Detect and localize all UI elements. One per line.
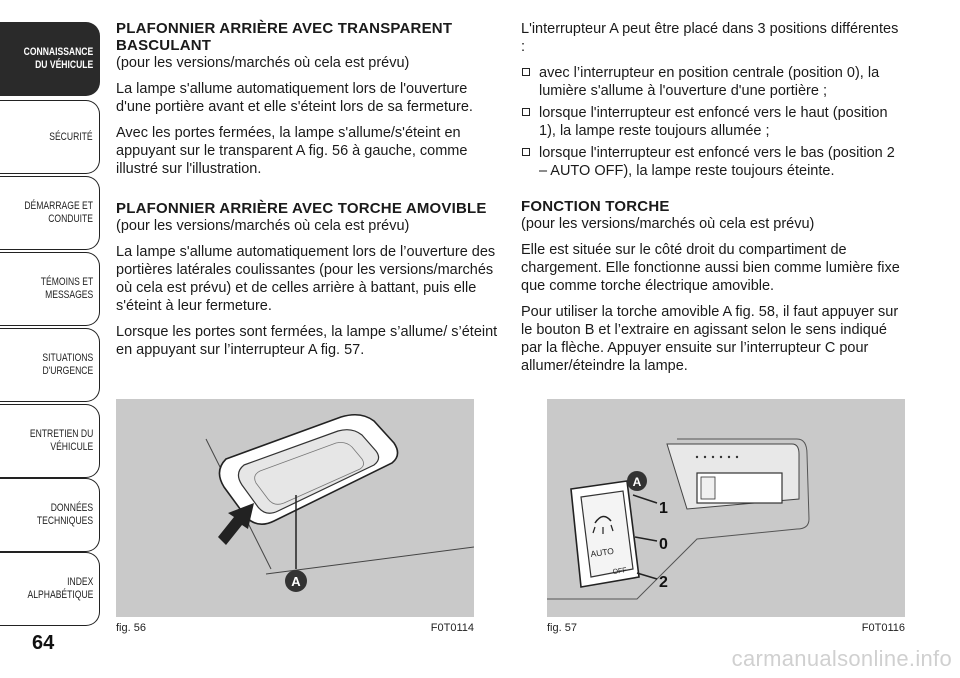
tab-situations-d-urgence[interactable] <box>0 328 100 402</box>
tab-temoins-et-messages[interactable] <box>0 252 100 326</box>
section-heading-transparent-basculant: PLAFONNIER ARRIÈRE AVEC TRANSPARENT BASCULANT <box>116 20 453 54</box>
figure-label: fig. 56 <box>116 622 146 634</box>
tab-label: DÉMARRAGE ET CONDUITE <box>24 200 93 225</box>
paragraph: Lorsque les portes sont fermées, la lampe s’allume/ s’éteint en appuyant sur l’interrupteur A fig. 57. <box>116 324 498 358</box>
switch-illustration <box>547 399 905 617</box>
switch-off-label: OFF <box>612 567 628 576</box>
page-number: 64 <box>32 632 55 654</box>
list-item: avec l’interrupteur en position centrale (position 0), la lumière s'allume à l'ouverture d'une portière ; <box>521 64 906 100</box>
figure-code: F0T0114 <box>430 622 474 634</box>
callout-a: A <box>632 475 642 489</box>
paragraph: La lampe s'allume automatiquement lors de l'ouverture d'une portière avant et elle s'éteint lors de sa fermeture. <box>116 81 473 115</box>
tab-donnees-techniques[interactable] <box>0 478 100 552</box>
figure-56 <box>116 399 474 634</box>
paragraph: Elle est située sur le côté droit du compartiment de chargement. Elle fonctionne aussi bien comme lumière fixe que comme torche électrique amovible. <box>521 242 900 294</box>
tab-label: DONNÉES TECHNIQUES <box>36 502 93 527</box>
tab-label: INDEX ALPHABÉTIQUE <box>27 576 93 601</box>
tab-label: SITUATIONS D'URGENCE <box>42 352 93 377</box>
list-item: lorsque l'interrupteur est enfoncé vers le haut (position 1), la lampe reste toujours allumée ; <box>521 104 906 140</box>
paragraph: L'interrupteur A peut être placé dans 3 positions différentes : <box>521 21 899 55</box>
right-column <box>521 20 906 383</box>
paragraph: La lampe s'allume automatiquement lors de l’ouverture des portières latérales coulissantes (pour les versions/marchés où cela est prévu) et de celles arrière à battant, puis elle s'éteint à leur fermeture. <box>116 244 496 314</box>
section-note: (pour les versions/marchés où cela est prévu) <box>521 216 815 232</box>
figure-label: fig. 57 <box>547 622 577 634</box>
position-2-label: 2 <box>659 574 668 591</box>
tab-demarrage-et-conduite[interactable] <box>0 176 100 250</box>
site-watermark: carmanualsonline.info <box>731 646 952 671</box>
tab-index-alphabetique[interactable] <box>0 552 100 626</box>
tab-label: ENTRETIEN DU VÉHICULE <box>29 428 93 453</box>
left-column <box>116 20 498 367</box>
figure-code: F0T0116 <box>861 622 905 634</box>
section-note: (pour les versions/marchés où cela est prévu) <box>116 55 410 71</box>
position-0-label: 0 <box>659 536 668 553</box>
tab-securite[interactable] <box>0 100 100 174</box>
section-note: (pour les versions/marchés où cela est prévu) <box>116 218 410 234</box>
section-heading-torche-amovible: PLAFONNIER ARRIÈRE AVEC TORCHE AMOVIBLE <box>116 200 487 217</box>
paragraph: Pour utiliser la torche amovible A fig. 58, il faut appuyer sur le bouton B et l’extraire en agissant selon le sens indiqué par la flèche. Appuyer ensuite sur l’interrupteur C pour allumer/éteindre la lampe. <box>521 304 899 374</box>
tab-label: SÉCURITÉ <box>49 130 93 143</box>
tab-label: CONNAISSANCE DU VÉHICULE <box>23 46 93 71</box>
position-1-label: 1 <box>659 500 668 517</box>
press-arrow-icon <box>218 503 254 545</box>
tab-connaissance-du-vehicule[interactable] <box>0 22 100 96</box>
list-item: lorsque l'interrupteur est enfoncé vers le bas (position 2 – AUTO OFF), la lampe reste toujours éteinte. <box>521 144 906 180</box>
callout-a: A <box>291 574 301 589</box>
section-heading-fonction-torche: FONCTION TORCHE <box>521 198 670 215</box>
ceiling-lamp-illustration <box>116 399 474 617</box>
rocker-switch[interactable] <box>581 491 633 577</box>
paragraph: Avec les portes fermées, la lampe s'allume/s'éteint en appuyant sur le transparent A fig. 56 à gauche, comme illustré sur l'illustration. <box>116 125 468 177</box>
tab-label: TÉMOINS ET MESSAGES <box>40 276 93 301</box>
switch-auto-label: AUTO <box>589 545 615 559</box>
figure-57 <box>547 399 905 634</box>
position-list <box>521 64 906 180</box>
tab-entretien-du-vehicule[interactable] <box>0 404 100 478</box>
